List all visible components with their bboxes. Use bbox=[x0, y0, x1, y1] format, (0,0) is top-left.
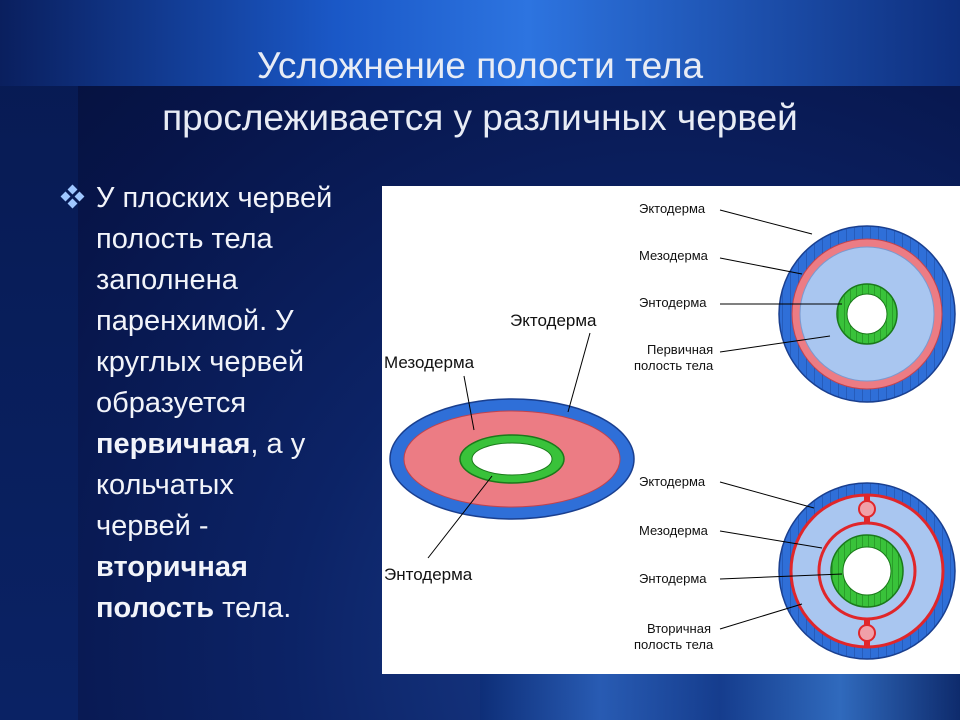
bullet-text bbox=[96, 178, 390, 629]
bullet-text-part-2: , а у кольчатых червей - bbox=[96, 428, 306, 542]
decorative-water-strip bbox=[480, 674, 960, 720]
title-line-1: Усложнение полости тела bbox=[256, 45, 704, 86]
flatworm-ectoderm-label: Эктодерма bbox=[510, 311, 597, 330]
roundworm-cavity-label-1: Первичная bbox=[647, 342, 714, 357]
bullet-bold-primary: первичная bbox=[96, 428, 251, 460]
roundworm-cavity-label-2: полость тела bbox=[634, 358, 714, 373]
annelid-ectoderm-label: Эктодерма bbox=[639, 474, 706, 489]
bullet-paragraph bbox=[60, 178, 390, 629]
flatworm-mesoderm-label: Мезодерма bbox=[384, 353, 475, 372]
annelid-cavity-label-2: полость тела bbox=[634, 637, 714, 652]
diamond-bullet-icon bbox=[60, 184, 86, 210]
slide-title bbox=[60, 40, 900, 144]
body-cavity-figure bbox=[382, 186, 960, 674]
annelid-cross-section bbox=[634, 474, 955, 659]
title-line-2: прослеживается у различных червей bbox=[162, 97, 798, 138]
roundworm-mesoderm-label: Мезодерма bbox=[639, 248, 708, 263]
roundworm-endoderm-label: Энтодерма bbox=[639, 295, 707, 310]
roundworm-cross-section bbox=[634, 201, 955, 402]
bullet-text-part-3: тела. bbox=[214, 592, 292, 624]
annelid-cavity-label-1: Вторичная bbox=[647, 621, 711, 636]
annelid-mesoderm-label: Мезодерма bbox=[639, 523, 708, 538]
flatworm-endoderm-label: Энтодерма bbox=[384, 565, 473, 584]
flatworm-cross-section bbox=[384, 311, 634, 584]
bullet-text-part-1: У плоских червей полость тела заполнена паренхимой. У круглых червей образуется bbox=[96, 182, 333, 419]
body-cavity-diagram bbox=[382, 186, 960, 674]
roundworm-ectoderm-label: Эктодерма bbox=[639, 201, 706, 216]
annelid-endoderm-label: Энтодерма bbox=[639, 571, 707, 586]
bullet-bold-secondary: вторичная полость bbox=[96, 551, 248, 624]
